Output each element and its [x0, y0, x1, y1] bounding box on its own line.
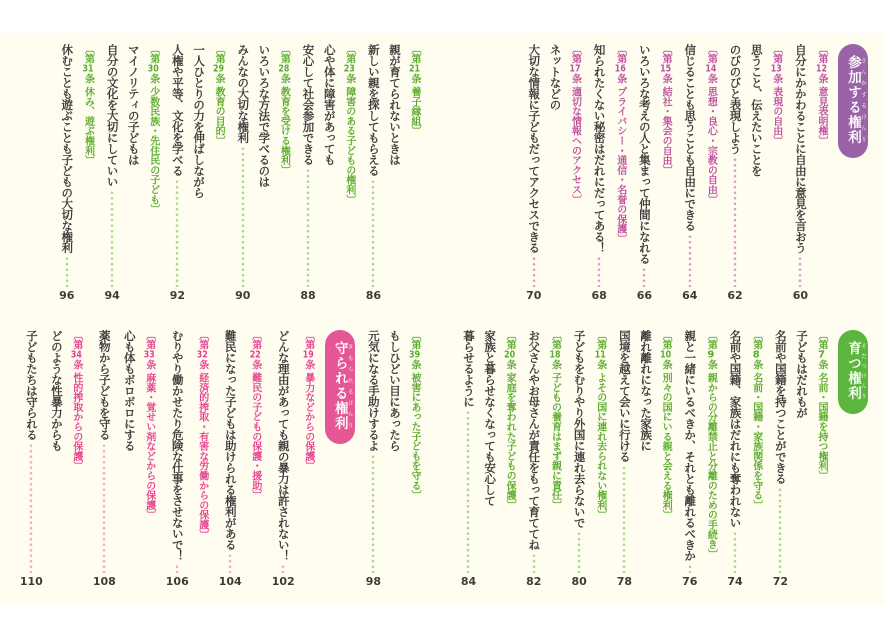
entry-description-line	[682, 330, 697, 588]
dotted-leader	[277, 564, 289, 573]
dotted-leader	[729, 157, 741, 287]
toc-section-grow-continued	[59, 44, 420, 302]
toc-entry	[637, 44, 671, 302]
page-number: 68	[591, 289, 607, 302]
entry-description-line	[170, 44, 185, 302]
page-number: 104	[218, 575, 242, 588]
dotted-leader	[684, 564, 696, 573]
entry-description: みんなの大切な権利	[236, 44, 251, 143]
article-number: 10	[660, 349, 672, 360]
page-number: 64	[682, 289, 698, 302]
page-number: 78	[616, 575, 633, 588]
article-number: 33	[143, 349, 155, 360]
article-number: 19	[302, 349, 314, 360]
dotted-leader	[573, 531, 585, 573]
dotted-leader	[684, 234, 696, 287]
article-number: 11	[594, 349, 606, 360]
article-number: 17	[569, 63, 581, 74]
page-number: 98	[365, 575, 381, 588]
entry-description: 難民になった子どもは助けられる権利がある	[223, 330, 238, 550]
article-label: 〔第13条 表現の自由〕	[770, 44, 782, 146]
entry-description-line	[235, 44, 250, 302]
entry-description: 家族と暮らせなくなっても安心して	[483, 330, 498, 506]
article-label: 〔第15条 結社・集会の自由〕	[660, 44, 672, 175]
entry-description-line	[526, 44, 541, 302]
article-label: 〔第16条 プライバシー・通信・名誉の保護〕	[614, 44, 626, 244]
entry-description: 一人ひとりの力を伸ばしながら	[192, 44, 207, 198]
entry-description-line	[526, 330, 541, 588]
page-number: 92	[169, 289, 186, 302]
section-badge: 参加する権利 さんかするけんり	[838, 44, 868, 158]
entry-description: 安心して社会参加できる	[301, 44, 316, 165]
page-number: 70	[526, 289, 542, 302]
entry-description: いろいろな考えの人と集まって仲間になれる	[637, 44, 652, 264]
entry-description-line	[617, 330, 632, 588]
entry-description: 薬物から子どもを守る	[97, 330, 112, 440]
page-number: 84	[460, 575, 477, 588]
dotted-leader	[729, 531, 741, 573]
page-number: 90	[235, 289, 251, 302]
page-number: 60	[792, 289, 808, 302]
dotted-leader	[98, 443, 110, 573]
article-label: 〔第9条 親からの分離禁止と分離のための手続き〕	[705, 330, 717, 559]
dotted-leader	[302, 168, 314, 287]
toc-entry	[682, 330, 716, 588]
entry-description: マイノリティの子どもは	[126, 44, 141, 165]
toc-entry	[166, 330, 208, 588]
dotted-leader	[237, 146, 249, 287]
article-label: 〔第17条 適切な情報へのアクセス〕	[569, 44, 581, 205]
toc-section-grow	[461, 330, 868, 588]
article-number: 7	[818, 349, 825, 360]
entry-description-line	[793, 44, 808, 302]
entry-description-line	[93, 330, 116, 588]
entry-description-line	[637, 44, 652, 302]
page-number: 102	[271, 575, 295, 588]
page-number: 96	[59, 289, 75, 302]
dotted-leader	[638, 267, 650, 287]
dotted-leader	[106, 190, 118, 287]
toc-entry	[235, 44, 289, 302]
article-label: 〔第19条 暴力などからの保護〕	[302, 330, 314, 471]
toc-entry	[526, 44, 580, 302]
toc-entry	[219, 330, 261, 588]
dotted-leader	[528, 256, 540, 287]
article-number: 16	[614, 63, 626, 74]
article-number: 20	[504, 349, 516, 360]
entry-description: 親が育てられないときは	[388, 44, 402, 165]
entry-description: 名前や国籍、家族はだれにも奪われない	[728, 330, 743, 528]
entry-description: 知られたくない秘密はだれにだってある！	[592, 44, 607, 253]
entry-description: 自分の文化を大切にしていい	[105, 44, 120, 187]
article-label: 〔第21条 養子縁組〕	[409, 44, 420, 136]
toc-entry	[366, 330, 420, 588]
article-label: 〔第11条 よその国に連れ去られない権利〕	[594, 330, 606, 520]
entry-description-line	[773, 330, 788, 588]
page-number: 82	[526, 575, 542, 588]
toc-entry	[591, 44, 625, 302]
entry-description: 名前や国籍を持つことができる	[773, 330, 788, 484]
dotted-leader	[224, 553, 236, 573]
entry-description: ネットなどの	[548, 44, 563, 110]
toc-entry	[571, 330, 605, 588]
article-number: 9	[707, 349, 715, 360]
article-label: 〔第12条 意見表明権〕	[816, 44, 827, 146]
toc-entry	[727, 330, 761, 588]
article-label: 〔第10条 別々の国にいる親と会える権利〕	[660, 330, 672, 520]
dotted-leader	[171, 564, 183, 573]
dotted-leader	[367, 179, 379, 287]
toc-entry	[682, 44, 716, 302]
article-label: 〔第29条 教育の目的〕	[213, 44, 225, 146]
entry-description: 子どもはだれもが	[795, 330, 809, 418]
page-number: 76	[682, 575, 698, 588]
entry-description: 親と一緒にいるべきか、それとも離れるべきか	[683, 330, 698, 561]
toc-entry	[461, 330, 515, 588]
dotted-leader	[61, 256, 73, 287]
entry-description-line	[727, 330, 742, 588]
toc-entry	[617, 330, 671, 588]
toc-entry	[272, 330, 314, 588]
article-label: 〔第8条 名前・国籍・家族関係を守る〕	[750, 330, 762, 510]
article-number: 31	[82, 63, 94, 74]
section-badge: 育つ権利 そだつけんり	[838, 330, 868, 414]
entry-description: 国境を越えて会いに行ける	[617, 330, 632, 462]
page-number: 110	[19, 575, 43, 588]
entry-description: いろいろな方法で学べるのは	[257, 44, 272, 187]
page-number: 74	[727, 575, 743, 588]
article-number: 30	[147, 63, 159, 74]
page-number: 86	[365, 289, 381, 302]
entry-description: 子どもたちは守られる	[24, 330, 39, 440]
toc-entry	[104, 44, 158, 302]
dotted-leader	[593, 256, 605, 287]
article-number: 22	[249, 349, 261, 360]
entry-description-line	[219, 330, 242, 588]
toc-entry	[20, 330, 82, 588]
entry-description: のびのびと表現しよう	[728, 44, 743, 154]
entry-description-line	[461, 330, 476, 588]
toc-entry	[773, 330, 827, 588]
article-label: 〔第7条 名前・国籍を持つ権利〕	[816, 330, 827, 481]
article-label: 〔第23条 障害のある子どもの権利〕	[343, 44, 355, 205]
article-number: 18	[549, 349, 561, 360]
article-label: 〔第28条 教育を受ける権利〕	[278, 44, 290, 175]
entry-description: 自分にかかわることに自由に意見を言おう	[793, 44, 808, 253]
dotted-leader	[774, 487, 786, 573]
entry-description: お父さんやお母さんが責任をもって育ててね	[527, 330, 542, 550]
page-number: 108	[92, 575, 116, 588]
entry-description: むりやり働かせたり危険な仕事をさせないで！	[170, 330, 185, 561]
dotted-leader	[25, 443, 37, 573]
entry-description: 思うこと、伝えたいことを	[749, 44, 764, 176]
section-badge: 守られる権利 まもられるけんり	[325, 330, 355, 444]
toc-entry	[793, 44, 827, 302]
article-number: 39	[409, 349, 420, 360]
page-number: 72	[772, 575, 788, 588]
entry-description-line	[591, 44, 606, 302]
entry-description: 暮らせるように	[461, 330, 476, 407]
dotted-leader	[794, 256, 806, 287]
page-number: 62	[727, 289, 743, 302]
page-number: 66	[636, 289, 653, 302]
dotted-leader	[528, 553, 540, 573]
entry-description-line	[727, 44, 742, 302]
entry-description: 子どもをむりやり外国に連れ去らないで	[572, 330, 587, 528]
entry-description: 離れ離れになった家族に	[639, 330, 654, 451]
entry-description-line	[366, 330, 381, 588]
article-label: 〔第22条 難民の子どもの保護・援助〕	[249, 330, 261, 501]
article-number: 14	[705, 63, 717, 74]
entry-description-line	[300, 44, 315, 302]
entry-description: もしひどい目にあったら	[388, 330, 402, 451]
article-number: 23	[343, 63, 355, 74]
article-number: 12	[816, 63, 827, 74]
article-label: 〔第34条 性的搾取からの保護〕	[70, 330, 82, 471]
page-number: 94	[104, 289, 120, 302]
dotted-leader	[618, 465, 630, 573]
article-number: 15	[660, 63, 672, 74]
entry-description: 元気になる手助けするよ	[366, 330, 381, 451]
article-number: 28	[278, 63, 290, 74]
entry-description-line	[366, 44, 381, 302]
article-label: 〔第39条 被害にあった子どもを守る〕	[409, 330, 420, 501]
entry-description: 新しい親を探してもらえる	[366, 44, 381, 176]
entry-description-line	[682, 44, 697, 302]
article-number: 8	[752, 349, 760, 360]
dotted-leader	[171, 179, 183, 287]
entry-description: 大切な情報に子どもだってアクセスできる	[527, 44, 542, 253]
page-number: 88	[300, 289, 316, 302]
article-label: 〔第20条 家庭を奪われた子どもの保護〕	[504, 330, 516, 510]
article-label: 〔第31条 休み、遊ぶ権利〕	[82, 44, 94, 166]
toc-entry	[170, 44, 224, 302]
toc-entry	[93, 330, 155, 588]
article-label: 〔第30条 少数民族・先住民の子ども〕	[147, 44, 159, 215]
entry-description-line	[59, 44, 74, 302]
toc-entry	[526, 330, 560, 588]
entry-description: 心も体もボロボロにする	[122, 330, 137, 451]
toc-entry	[59, 44, 93, 302]
toc-entry	[366, 44, 420, 302]
article-number: 21	[409, 63, 420, 74]
entry-description-line	[166, 330, 189, 588]
entry-description-line	[104, 44, 119, 302]
article-label: 〔第33条 麻薬・覚せい剤などからの保護〕	[143, 330, 155, 520]
article-number: 13	[770, 63, 782, 74]
toc-section-protect	[20, 330, 420, 588]
article-number: 29	[213, 63, 225, 74]
page-number: 106	[165, 575, 189, 588]
page-number: 80	[571, 575, 587, 588]
entry-description: どんな理由があっても親の暴力は許されない！	[276, 330, 291, 561]
entry-description: 信じることも思うことも自由にできる	[683, 44, 698, 231]
toc-entry	[300, 44, 354, 302]
toc-section-participate	[526, 44, 868, 302]
entry-description: 人権や平等、文化を学べる	[170, 44, 185, 176]
entry-description-line	[20, 330, 43, 588]
article-label: 〔第32条 経済的搾取・有害な労働からの保護〕	[196, 330, 208, 540]
entry-description: どのような性暴力からも	[49, 330, 64, 451]
entry-description-line	[272, 330, 295, 588]
toc-entry	[727, 44, 781, 302]
dotted-leader	[367, 454, 379, 573]
entry-description-line	[571, 330, 586, 588]
article-number: 32	[196, 349, 208, 360]
entry-description: 休むことも遊ぶことも子どもの大切な権利	[60, 44, 75, 253]
article-label: 〔第14条 思想・良心・宗教の自由〕	[705, 44, 717, 205]
entry-description: 心や体に障害があっても	[322, 44, 337, 165]
dotted-leader	[462, 410, 474, 573]
article-number: 34	[70, 349, 82, 360]
article-label: 〔第18条 子どもの養育はまず親に責任〕	[549, 330, 561, 510]
